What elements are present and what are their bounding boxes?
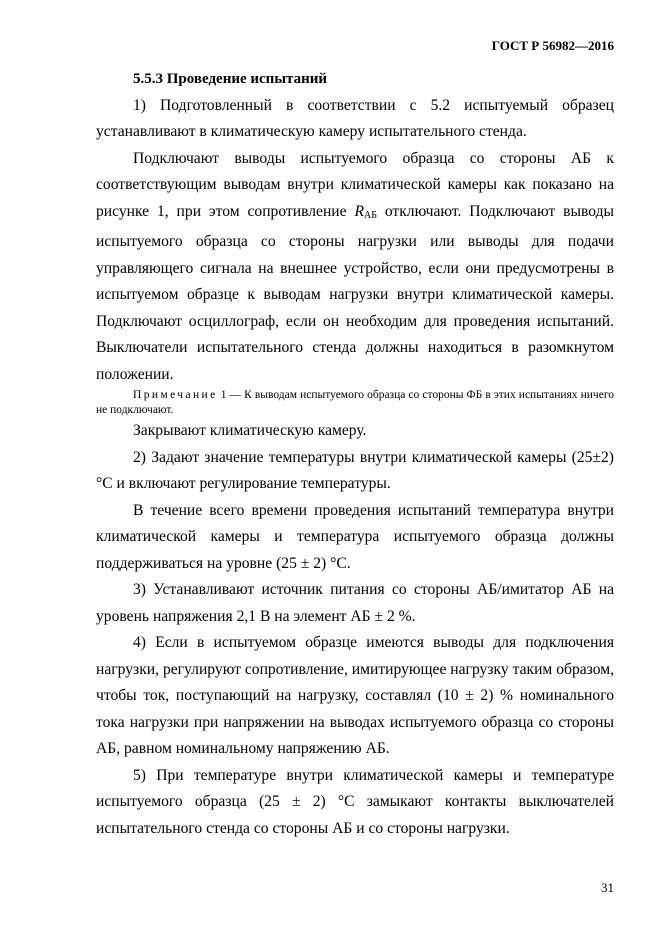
resistance-subscript: АБ — [363, 209, 377, 221]
resistance-symbol: R — [354, 202, 364, 220]
note-text: 1 — К выводам испытуемого образца со стороны ФБ в этих испытаниях ничего не подключают. — [96, 389, 614, 416]
paragraph-5: В течение всего времени проведения испытаний температура внутри климатической камеры и температура испытуемого образца должны поддерживаться на уровне (25 ± 2) °С. — [96, 501, 614, 572]
page-number: 31 — [601, 880, 614, 895]
paragraph-1: 1) Подготовленный в соответствии с 5.2 испытуемый образец устанавливают в климатическую камеру испытательного стенда. — [96, 96, 614, 140]
document-header: ГОСТ Р 56982—2016 — [491, 38, 614, 53]
paragraph-7: 4) Если в испытуемом образце имеются выводы для подключения нагрузки, регулируют сопротивление, имитирующее нагрузку таким образом, чтобы ток, поступающий на нагрузку, составлял (10 ± 2) % номинального тока нагрузки при напряжении на выводах испытуемого образца со стороны АБ, равном номинальному напряжению АБ. — [96, 634, 614, 757]
paragraph-3: Закрывают климатическую камеру. — [133, 422, 367, 439]
paragraph-4: 2) Задают значение температуры внутри климатической камеры (25±2) °С и включают регулирование температуры. — [96, 448, 614, 492]
section-heading: 5.5.3 Проведение испытаний — [133, 71, 328, 87]
document-body — [96, 66, 614, 842]
note — [96, 388, 614, 418]
paragraph-2-after: отключают. Подключают выводы испытуемого образца со стороны нагрузки или выводы для подачи управляющего сигнала на внешнее устройство, если они предусмотрены в испытуемом образце к выводам нагрузки внутри климатической камеры. Подключают осциллограф, если он необходим для проведения испытаний. Выключатели испытательного стенда должны находиться в разомкнутом положении. — [96, 202, 614, 383]
paragraph-2 — [96, 146, 614, 389]
paragraph-2-before: Подключают выводы испытуемого образца со стороны АБ к соответствующим выводам внутри климатической камеры как показано на рисунке 1, при этом сопротивление — [96, 149, 614, 220]
paragraph-6: 3) Устанавливают источник питания со стороны АБ/имитатор АБ на уровень напряжения 2,1 В на элемент АБ ± 2 %. — [96, 581, 614, 625]
paragraph-8: 5) При температуре внутри климатической камеры и температуре испытуемого образца (25 ± 2) °С замыкают контакты выключателей испытательного стенда со стороны АБ и со стороны нагрузки. — [96, 766, 614, 837]
note-label: Примечание — [133, 389, 218, 401]
